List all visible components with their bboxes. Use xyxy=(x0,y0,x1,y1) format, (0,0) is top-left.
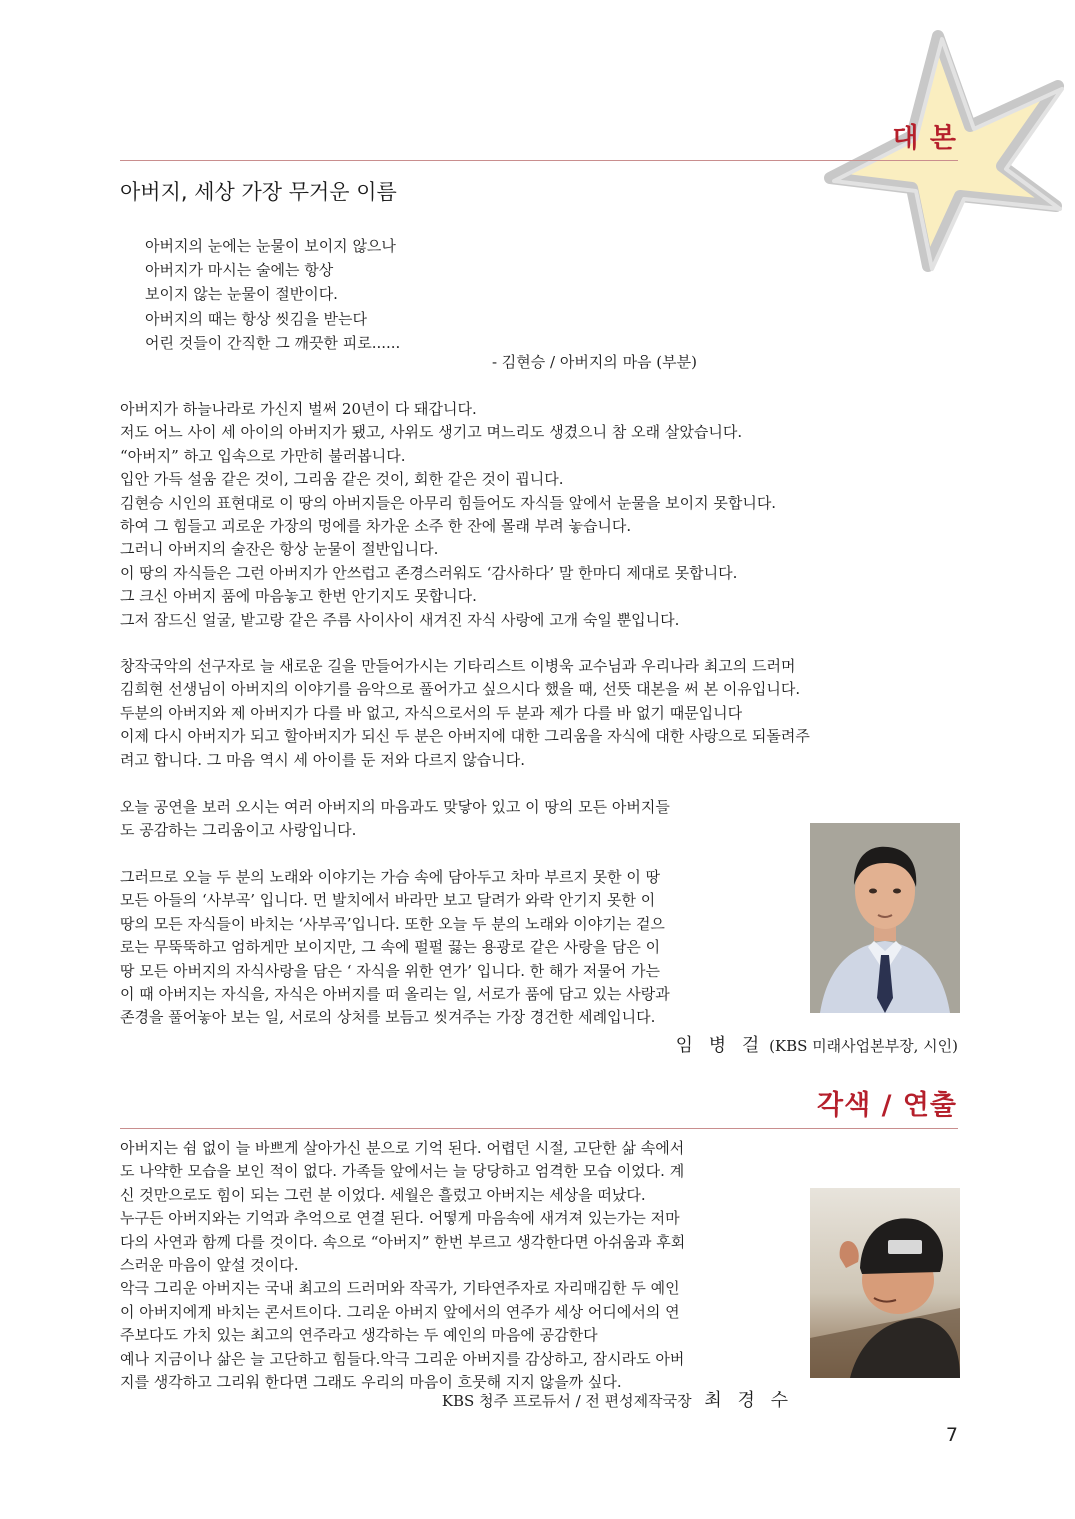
page-number: 7 xyxy=(945,1424,958,1446)
poem-line: 어린 것들이 간직한 그 깨끗한 피로...... xyxy=(145,333,401,352)
text-line: 김현승 시인의 표현대로 이 땅의 아버지들은 아무리 힘들어도 자식들 앞에서 눈물을 보이지 못합니다. xyxy=(120,493,777,512)
text-line: 저도 어느 사이 세 아이의 아버지가 됐고, 사위도 생기고 며느리도 생겼으니 참 오래 살았습니다. xyxy=(120,423,743,442)
text-line: 그 크신 아버지 품에 마음놓고 한번 안기지도 못합니다. xyxy=(120,587,477,606)
poem-line: 아버지가 마시는 술에는 항상 xyxy=(145,261,334,280)
section-heading-direction: 각색 / 연출 xyxy=(817,1090,957,1121)
director-name: 최 경 수 xyxy=(704,1390,793,1411)
text-line: 땅 모든 아버지의 자식사랑을 담은 ‘ 자식을 위한 연가’ 입니다. 한 해가 저물어 가는 xyxy=(120,961,660,980)
text-line: 아버지는 쉼 없이 늘 바쁘게 살아가신 분으로 기억 된다. 어렵던 시절, 고단한 삶 속에서 xyxy=(120,1139,685,1157)
director-photo xyxy=(810,1188,960,1378)
poem-line: 아버지의 때는 항상 씻김을 받는다 xyxy=(145,309,367,328)
text-line: 입안 가득 설움 같은 것이, 그리움 같은 것이, 회한 같은 것이 굅니다. xyxy=(120,470,564,489)
poem-source: - 김현승 / 아버지의 마음 (부분) xyxy=(491,353,697,371)
text-line: 신 것만으로도 힘이 되는 그런 분 이었다. 세월은 흘렀고 아버지는 세상을 떠났다. xyxy=(120,1185,646,1204)
text-line: 스러운 마음이 앞설 것이다. xyxy=(120,1256,299,1275)
director-signature xyxy=(442,1386,793,1412)
director-title: KBS 청주 프로듀서 / 전 편성제작국장 xyxy=(441,1392,692,1410)
text-line: 로는 무뚝뚝하고 엄하게만 보이지만, 그 속에 펄펄 끓는 용광로 같은 사랑을 담은 이 xyxy=(120,938,661,957)
text-line: 주보다도 가치 있는 최고의 연주라고 생각하는 두 예인의 마음에 공감한다 xyxy=(120,1326,598,1345)
text-line: 두분의 아버지와 제 아버지가 다를 바 없고, 자식으로서의 두 분과 제가 다를 바 없기 때문입니다 xyxy=(120,703,743,722)
text-line: 지를 생각하고 그리워 한다면 그래도 우리의 마음이 흐뭇해 지지 않을까 싶다. xyxy=(120,1373,622,1392)
text-line: 이 땅의 자식들은 그런 아버지가 안쓰럽고 존경스러워도 ‘감사하다’ 말 한마디 제대로 못합니다. xyxy=(120,563,738,582)
text-line: 다의 사연과 함께 다를 것이다. 속으로 “아버지” 한번 부르고 생각한다면 아쉬움과 후회 xyxy=(120,1232,686,1251)
text-line: 도 나약한 모습을 보인 적이 없다. 가족들 앞에서는 늘 당당하고 엄격한 모습 이었다. 계 xyxy=(120,1162,685,1181)
portrait-man-suit-icon xyxy=(810,823,960,1013)
text-line: 하여 그 힘들고 괴로운 가장의 멍에를 차가운 소주 한 잔에 몰래 부려 놓습니다. xyxy=(120,517,632,536)
section-heading-script: 대 본 xyxy=(892,123,957,154)
text-line: “아버지” 하고 입속으로 가만히 불러봅니다. xyxy=(120,446,406,465)
text-line: 그러므로 오늘 두 분의 노래와 이야기는 가슴 속에 담아두고 차마 부르지 못한 이 땅 xyxy=(120,868,661,886)
author-title: (KBS 미래사업본부장, 시인) xyxy=(769,1037,958,1055)
article-paragraph-3 xyxy=(120,796,670,843)
article-title: 아버지, 세상 가장 무거운 이름 xyxy=(120,180,397,204)
text-line: 도 공감하는 그리움이고 사랑입니다. xyxy=(120,821,357,840)
text-line: 악극 그리운 아버지는 국내 최고의 드러머와 작곡가, 기타연주자로 자리매김한 두 예인 xyxy=(120,1279,680,1298)
section-divider xyxy=(120,160,958,161)
text-line: 이제 다시 아버지가 되고 할아버지가 되신 두 분은 아버지에 대한 그리움을 자식에 대한 사랑으로 되돌려주 xyxy=(120,727,810,746)
text-line: 김희현 선생님이 아버지의 이야기를 음악으로 풀어가고 싶으시다 했을 때, 선뜻 대본을 써 본 이유입니다. xyxy=(120,680,801,699)
poem-line: 보이지 않는 눈물이 절반이다. xyxy=(145,285,338,304)
author-name: 임 병 걸 xyxy=(675,1035,765,1056)
text-line: 예나 지금이나 삶은 늘 고단하고 힘들다.악극 그리운 아버지를 감상하고, 잠시라도 아버 xyxy=(120,1349,685,1368)
section-divider xyxy=(120,1128,958,1129)
text-line: 누구든 아버지와는 기억과 추억으로 연결 된다. 어떻게 마음속에 새겨져 있는가는 저마 xyxy=(120,1209,680,1228)
text-line: 아버지가 하늘나라로 가신지 벌써 20년이 다 돼갑니다. xyxy=(120,400,477,418)
author-photo xyxy=(810,823,960,1013)
director-paragraph xyxy=(120,1137,685,1394)
text-line: 그저 잠드신 얼굴, 밭고랑 같은 주름 사이사이 새겨진 자식 사랑에 고개 숙일 뿐입니다. xyxy=(120,610,680,629)
text-line: 그러니 아버지의 술잔은 항상 눈물이 절반입니다. xyxy=(120,540,439,559)
text-line: 창작국악의 선구자로 늘 새로운 길을 만들어가시는 기타리스트 이병욱 교수님과 우리나라 최고의 드러머 xyxy=(120,657,796,675)
portrait-man-beanie-icon xyxy=(810,1188,960,1378)
text-line: 이 아버지에게 바치는 콘서트이다. 그리운 아버지 앞에서의 연주가 세상 어디에서의 연 xyxy=(120,1302,680,1321)
article-paragraph-4 xyxy=(120,866,670,1030)
article-paragraph-1 xyxy=(120,398,776,632)
text-line: 모든 아들의 ‘사부곡’ 입니다. 먼 발치에서 바라만 보고 달려가 와락 안기지 못한 이 xyxy=(120,891,656,910)
text-line: 존경을 풀어놓아 보는 일, 서로의 상처를 보듬고 씻겨주는 가장 경건한 세례입니다. xyxy=(120,1008,656,1027)
article-paragraph-2 xyxy=(120,655,958,772)
poem-line: 아버지의 눈에는 눈물이 보이지 않으나 xyxy=(145,237,396,255)
author-signature xyxy=(676,1031,958,1057)
poem-quote xyxy=(145,234,400,355)
text-line: 이 때 아버지는 자식을, 자식은 아버지를 떠 올리는 일, 서로가 품에 담고 있는 사랑과 xyxy=(120,985,670,1004)
text-line: 오늘 공연을 보러 오시는 여러 아버지의 마음과도 맞닿아 있고 이 땅의 모든 아버지들 xyxy=(120,798,670,816)
text-line: 땅의 모든 자식들이 바치는 ‘사부곡’입니다. 또한 오늘 두 분의 노래와 이야기는 겉으 xyxy=(120,914,665,933)
text-line: 려고 합니다. 그 마음 역시 세 아이를 둔 저와 다르지 않습니다. xyxy=(120,750,525,769)
